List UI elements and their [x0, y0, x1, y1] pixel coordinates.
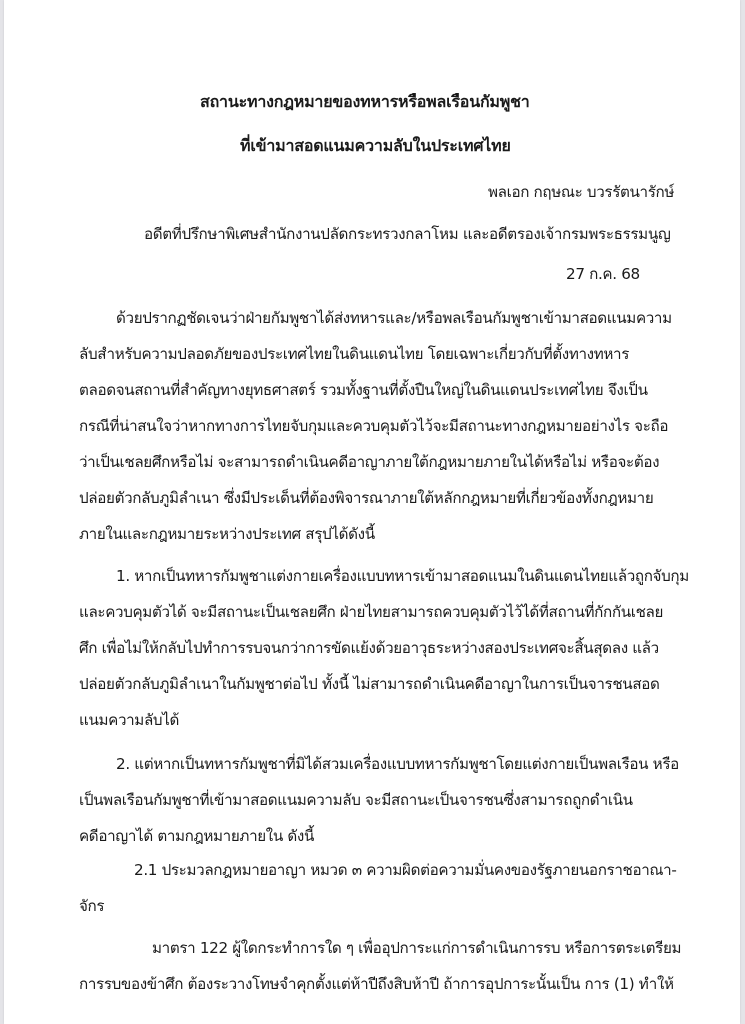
section-122-line: มาตรา 122 ผู้ใดกระทำการใด ๆ เพื่ออุปการะแก่การดำเนินการรบ หรือการตระเตรียม — [152, 939, 682, 957]
intro-line: กรณีที่น่าสนใจว่าหากทางการไทยจับกุมและควบคุมตัวไว้จะมีสถานะทางกฎหมายอย่างไร จะถือ — [79, 417, 669, 435]
point-1-line: และควบคุมตัวได้ จะมีสถานะเป็นเชลยศึก ฝ่ายไทยสามารถควบคุมตัวไว้ได้ที่สถานที่กักกันเชลย — [79, 603, 664, 621]
author-position: อดีตที่ปรึกษาพิเศษสำนักงานปลัดกระทรวงกลาโหม และอดีตรองเจ้ากรมพระธรรมนูญ — [144, 225, 671, 243]
point-2-1-line: จักร — [79, 897, 105, 915]
section-122-line: การรบของข้าศึก ต้องระวางโทษจำคุกตั้งแต่ห้าปีถึงสิบห้าปี ถ้าการอุปการะนั้นเป็น การ (1) ทำให้ — [79, 975, 674, 993]
intro-line: ภายในและกฎหมายระหว่างประเทศ สรุปได้ดังนี้ — [79, 525, 375, 543]
document-page — [4, 0, 740, 1024]
point-2-line: คดีอาญาได้ ตามกฎหมายภายใน ดังนี้ — [79, 827, 314, 845]
point-1-line: แนมความลับได้ — [79, 711, 180, 729]
point-1-line: 1. หากเป็นทหารกัมพูชาแต่งกายเครื่องแบบทหารเข้ามาสอดแนมในดินแดนไทยแล้วถูกจับกุม — [116, 567, 689, 585]
point-2-1-line: 2.1 ประมวลกฎหมายอาญา หมวด ๓ ความผิดต่อความมั่นคงของรัฐภายนอกราชอาณา- — [134, 861, 677, 879]
intro-line: ลับสำหรับความปลอดภัยของประเทศไทยในดินแดนไทย โดยเฉพาะเกี่ยวกับที่ตั้งทางทหาร — [79, 345, 630, 363]
document-title-line-1: สถานะทางกฎหมายของทหารหรือพลเรือนกัมพูชา — [200, 92, 530, 111]
intro-line: ว่าเป็นเชลยศึกหรือไม่ จะสามารถดำเนินคดีอาญาภายใต้กฎหมายภายในได้หรือไม่ หรือจะต้อง — [79, 453, 660, 471]
point-1-line: ศึก เพื่อไม่ให้กลับไปทำการรบจนกว่าการขัดแย้งด้วยอาวุธระหว่างสองประเทศจะสิ้นสุดลง แล้ว — [79, 639, 659, 657]
intro-line: ปล่อยตัวกลับภูมิลำเนา ซึ่งมีประเด็นที่ต้องพิจารณาภายใต้หลักกฎหมายที่เกี่ยวข้องทั้งกฎหมาย — [79, 489, 654, 507]
author-name: พลเอก กฤษณะ บวรรัตนารักษ์ — [488, 183, 675, 201]
document-title-line-2: ที่เข้ามาสอดแนมความลับในประเทศไทย — [240, 136, 511, 155]
point-2-line: เป็นพลเรือนกัมพูชาที่เข้ามาสอดแนมความลับ จะมีสถานะเป็นจารชนซึ่งสามารถถูกดำเนิน — [79, 791, 633, 809]
point-1-line: ปล่อยตัวกลับภูมิลำเนาในกัมพูชาต่อไป ทั้งนี้ ไม่สามารถดำเนินคดีอาญาในการเป็นจารชนสอด — [79, 675, 660, 693]
document-date: 27 ก.ค. 68 — [566, 265, 640, 283]
intro-line: ด้วยปรากฏชัดเจนว่าฝ่ายกัมพูชาได้ส่งทหารและ/หรือพลเรือนกัมพูชาเข้ามาสอดแนมความ — [116, 309, 672, 327]
point-2-line: 2. แต่หากเป็นทหารกัมพูชาที่มิได้สวมเครื่องแบบทหารกัมพูชาโดยแต่งกายเป็นพลเรือน หรือ — [116, 755, 679, 773]
intro-line: ตลอดจนสถานที่สำคัญทางยุทธศาสตร์ รวมทั้งฐานที่ตั้งปืนใหญ่ในดินแดนประเทศไทย จึงเป็น — [79, 381, 648, 399]
